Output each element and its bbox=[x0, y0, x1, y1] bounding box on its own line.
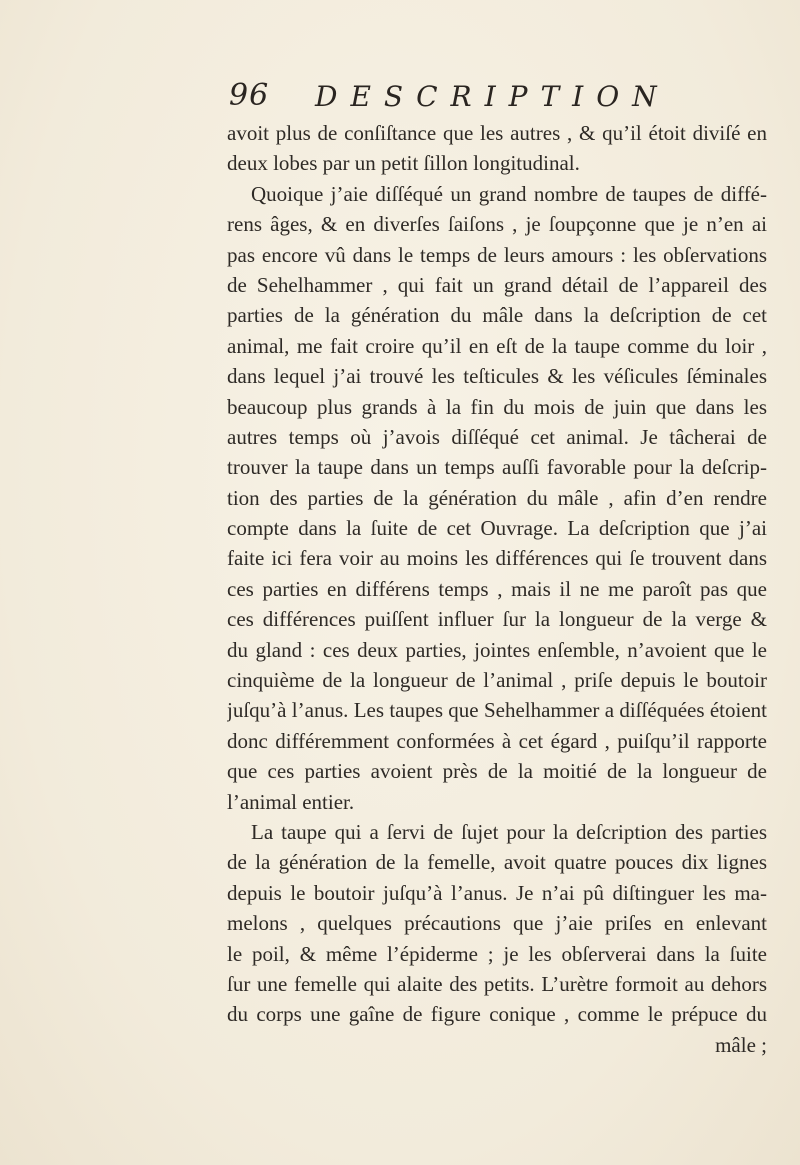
text-line: depuis le boutoir juſqu’à l’anus. Je n’ai pû diſtinguer les ma- bbox=[227, 880, 767, 905]
text-line: compte dans la ſuite de cet Ouvrage. La deſcription que j’ai bbox=[227, 516, 767, 541]
text-line: donc différemment conformées à cet égard , puiſqu’il rapporte bbox=[227, 728, 767, 753]
paragraph-start-line: Quoique j’aie diſſéqué un grand nombre de taupes de diffé- bbox=[251, 181, 767, 206]
text-line: beaucoup plus grands à la fin du mois de juin que dans les bbox=[227, 394, 767, 419]
text-line: du corps une gaîne de figure conique , comme le prépuce du bbox=[227, 1002, 767, 1027]
text-line: trouver la taupe dans un temps auſſi favorable pour la deſcrip- bbox=[227, 455, 767, 480]
page-number: 96 bbox=[229, 78, 270, 113]
catchword: mâle ; bbox=[715, 1032, 767, 1057]
text-line: rens âges, & en diverſes ſaiſons , je ſoupçonne que je n’en ai bbox=[227, 212, 767, 237]
text-line: l’animal entier. bbox=[227, 789, 355, 814]
text-line: juſqu’à l’anus. Les taupes que Sehelhammer a diſſéquées étoient bbox=[227, 698, 767, 723]
page-header bbox=[229, 78, 769, 118]
paragraph-start-line: La taupe qui a ſervi de ſujet pour la deſcription des parties bbox=[251, 819, 767, 844]
text-line: tion des parties de la génération du mâle , afin d’en rendre bbox=[227, 485, 767, 510]
text-line: le poil, & même l’épiderme ; je les obſerverai dans la ſuite bbox=[227, 941, 767, 966]
text-line: autres temps où j’avois diſſéqué cet animal. Je tâcherai de bbox=[227, 424, 767, 449]
text-line: de la génération de la femelle, avoit quatre pouces dix lignes bbox=[227, 850, 767, 875]
text-line: ces différences puiſſent influer ſur la longueur de la verge & bbox=[227, 607, 767, 632]
text-line: du gland : ces deux parties, jointes enſemble, n’avoient que le bbox=[227, 637, 767, 662]
text-line: melons , quelques précautions que j’aie priſes en enlevant bbox=[227, 911, 767, 936]
text-line: cinquième de la longueur de l’animal , priſe depuis le boutoir bbox=[227, 668, 767, 693]
text-line: faite ici fera voir au moins les différences qui ſe trouvent dans bbox=[227, 546, 767, 571]
text-line: dans lequel j’ai trouvé les teſticules & les véſicules ſéminales bbox=[227, 364, 767, 389]
text-line: avoit plus de conſiſtance que les autres , & qu’il étoit diviſé en bbox=[227, 121, 767, 145]
text-line: pas encore vû dans le temps de leurs amours : les obſervations bbox=[227, 242, 767, 267]
text-line: deux lobes par un petit ſillon longitudinal. bbox=[227, 151, 580, 176]
text-line: ces parties en différens temps , mais il ne me paroît pas que bbox=[227, 576, 767, 601]
text-line: animal, me fait croire qu’il en eſt de la taupe comme du loir , bbox=[227, 333, 767, 358]
text-line: ſur une femelle qui alaite des petits. L’urètre formoit au dehors bbox=[227, 971, 767, 996]
text-line: que ces parties avoient près de la moitié de la longueur de bbox=[227, 759, 767, 784]
text-line: de Sehelhammer , qui fait un grand détail de l’appareil des bbox=[227, 272, 767, 297]
running-title: DESCRIPTION bbox=[315, 80, 670, 113]
text-line: parties de la génération du mâle dans la deſcription de cet bbox=[227, 303, 767, 328]
body-text bbox=[227, 118, 767, 1060]
